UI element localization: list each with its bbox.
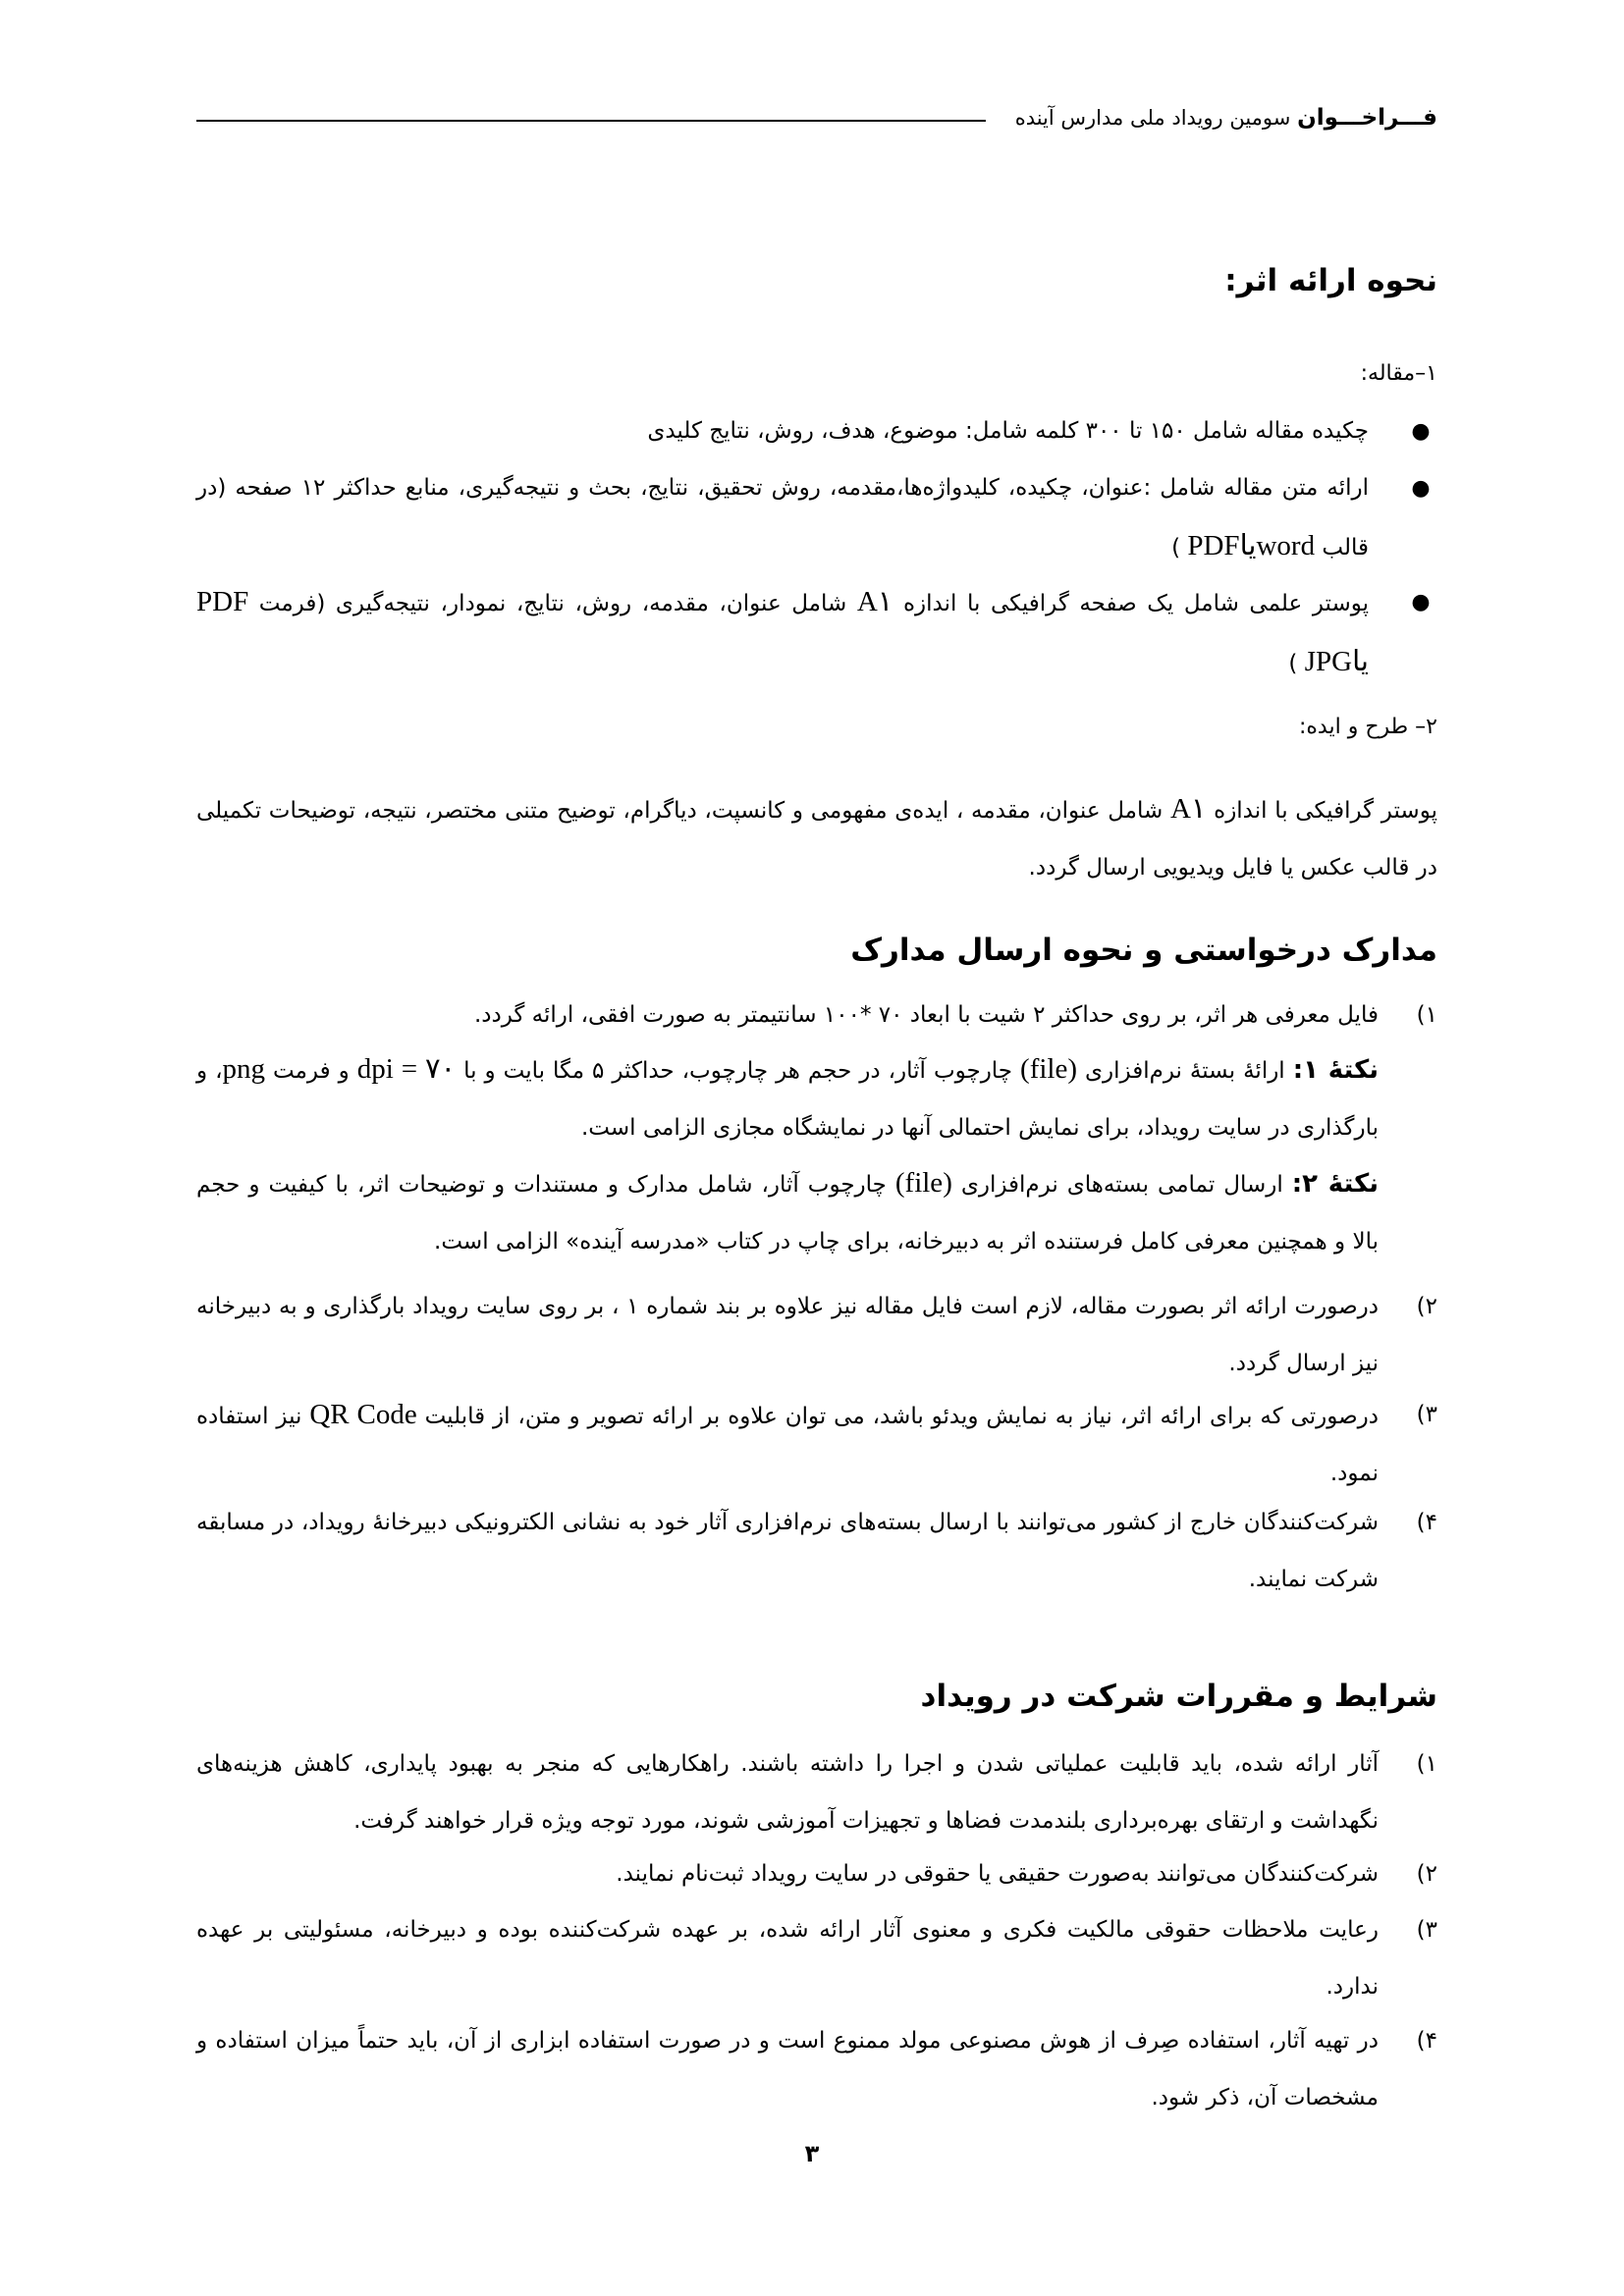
idea-paragraph bbox=[196, 780, 1437, 896]
item-text: رعایت ملاحظات حقوقی مالکیت فکری و معنوی آثار ارائه شده، بر عهده شرکت‌کننده بوده و دبیرخانه، مسئولیتی بر عهده ندارد. bbox=[196, 1917, 1379, 2000]
item-text: شرکت‌کنندگان می‌توانند به‌صورت حقیقی یا حقوقی در سایت رویداد ثبت‌نام نمایند. bbox=[616, 1861, 1379, 1887]
text-run: چارچوب آثار، در حجم هر چارچوب، حداکثر ۵ مگا بایت و با bbox=[456, 1058, 1021, 1084]
text-run: ، و بارگذاری در سایت رویداد، برای نمایش احتمالی آنها در نمایشگاه مجازی الزامی است. bbox=[196, 1058, 1379, 1141]
text-run: ارائه متن مقاله شامل :عنوان، چکیده، کلیدواژه‌ها،مقدمه، روش تحقیق، نتایج، بحث و نتیجه‌گیری، منابع حداکثر ۱۲ صفحه (در قالب bbox=[196, 475, 1369, 561]
numbered-item bbox=[196, 2012, 1437, 2126]
numbered-item bbox=[196, 1278, 1437, 1392]
item-number: ۱) bbox=[1416, 1751, 1437, 1777]
item-text: فایل معرفی هر اثر، بر روی حداکثر ۲ شیت با ابعاد ۷۰ *۱۰۰ سانتیمتر به صورت افقی، ارائه گردد. bbox=[473, 1002, 1379, 1028]
item-number: ۴) bbox=[1416, 1510, 1437, 1535]
latin-run: A۱ bbox=[856, 586, 893, 617]
section-heading-terms: شرایط و مقررات شرکت در رویداد bbox=[920, 1679, 1437, 1714]
bullet-icon: ● bbox=[1411, 476, 1431, 501]
text-run: پوستر گرافیکی با اندازه bbox=[1206, 798, 1437, 824]
numbered-item bbox=[196, 1735, 1437, 1849]
note-label: نکتۀ ۲: bbox=[1291, 1169, 1379, 1199]
item-text: درصورت ارائه اثر بصورت مقاله، لازم است فایل مقاله نیز علاوه بر بند شماره ۱ ، بر روی سایت رویداد بارگذاری و به دبیرخانه نیز ارسال گردد. bbox=[196, 1294, 1379, 1376]
note-2 bbox=[196, 1154, 1379, 1270]
header-strong: فـــراخـــوان bbox=[1297, 105, 1437, 131]
item-number: ۴) bbox=[1416, 2028, 1437, 2054]
latin-run: QR Code bbox=[309, 1399, 417, 1430]
bullet-item bbox=[196, 459, 1437, 577]
text-run: شامل عنوان، مقدمه ، ایده‌ی مفهومی و کانسپت، دیاگرام، توضیح متنی مختصر، نتیجه، توضیحات تکمیلی در قالب عکس یا فایل ویدیویی ارسال گردد. bbox=[196, 798, 1437, 881]
latin-run: A۱ bbox=[1169, 793, 1207, 825]
section-heading-submission: نحوه ارائه اثر: bbox=[1224, 263, 1437, 298]
latin-run: wordیاPDF bbox=[1187, 530, 1316, 561]
bullet-icon: ● bbox=[1411, 590, 1431, 614]
note-1 bbox=[196, 1041, 1379, 1156]
latin-run: PDF یاJPG bbox=[196, 586, 1369, 677]
item-text bbox=[196, 1386, 1379, 1502]
subheading-idea: ۲– طرح و ایده: bbox=[1298, 715, 1437, 739]
bullet-item bbox=[196, 573, 1437, 693]
bullet-text: چکیده مقاله شامل ۱۵۰ تا ۳۰۰ کلمه شامل: موضوع، هدف، روش، نتایج کلیدی bbox=[647, 418, 1369, 444]
latin-run: (file) bbox=[1020, 1053, 1078, 1085]
bullet-icon: ● bbox=[1411, 419, 1431, 444]
text-run: ارائۀ بستۀ نرم‌افزاری bbox=[1077, 1058, 1293, 1084]
item-text: در تهیه آثار، استفاده صِرف از هوش مصنوعی مولد ممنوع است و در صورت استفاده ابزاری از آن، باید حتماً میزان استفاده و مشخصات آن، ذکر شود. bbox=[196, 2028, 1379, 2110]
bullet-text bbox=[196, 459, 1369, 577]
subheading-article: ۱–مقاله: bbox=[1360, 361, 1437, 386]
header-rule bbox=[196, 120, 986, 122]
latin-run: dpi = ۷۰ bbox=[356, 1053, 457, 1085]
numbered-item bbox=[196, 1386, 1437, 1502]
numbered-item bbox=[196, 1845, 1437, 1902]
header-subtitle: سومین رویداد ملی مدارس آینده bbox=[1014, 106, 1291, 130]
item-number: ۲) bbox=[1416, 1861, 1437, 1887]
section-heading-documents: مدارک درخواستی و نحوه ارسال مدارک bbox=[850, 933, 1437, 968]
item-number: ۳) bbox=[1416, 1402, 1437, 1427]
note-label: نکتۀ ۱: bbox=[1292, 1055, 1379, 1085]
text-run: پوستر علمی شامل یک صفحه گرافیکی با اندازه bbox=[893, 591, 1369, 616]
numbered-item bbox=[196, 1494, 1437, 1608]
item-number: ۳) bbox=[1416, 1917, 1437, 1943]
text-run: ارسال تمامی بسته‌های نرم‌افزاری bbox=[951, 1172, 1292, 1198]
text-run: چارچوب آثار، شامل مدارک و مستندات و توضیحات اثر، با کیفیت و حجم بالا و همچنین معرفی کامل فرستنده اثر به دبیرخانه، برای چاپ در کتاب «مدرسه آینده» الزامی است. bbox=[196, 1172, 1379, 1255]
text-run: نیز استفاده نمود. bbox=[196, 1404, 1379, 1486]
text-run: ) bbox=[1171, 535, 1188, 561]
bullet-item bbox=[196, 402, 1437, 460]
header-title bbox=[1015, 105, 1437, 131]
text-run: درصورتی که برای ارائه اثر، نیاز به نمایش ویدئو باشد، می توان علاوه بر ارائه تصویر و متن، از قابلیت bbox=[416, 1404, 1380, 1429]
item-number: ۲) bbox=[1416, 1294, 1437, 1319]
latin-run: (file) bbox=[894, 1167, 952, 1199]
item-text: شرکت‌کنندگان خارج از کشور می‌توانند با ارسال بسته‌های نرم‌افزاری آثار خود به نشانی الکترونیکی دبیرخانۀ رویداد، در مسابقه شرکت نمایند. bbox=[196, 1510, 1379, 1592]
text-run: ) bbox=[1288, 651, 1305, 676]
item-number: ۱) bbox=[1416, 1002, 1437, 1028]
text-run: شامل عنوان، مقدمه، روش، نتایج، نمودار، نتیجه‌گیری (فرمت bbox=[248, 591, 857, 616]
item-text: آثار ارائه شده، باید قابلیت عملیاتی شدن و اجرا را داشته باشند. راهکارهایی که منجر به بهبود پایداری، کاهش هزینه‌های نگهداشت و ارتقای بهره‌برداری بلندمدت فضاها و تجهیزات آموزشی شوند، مورد توجه ویژه قرار خواهند گرفت. bbox=[196, 1751, 1379, 1834]
text-run: و فرمت bbox=[265, 1058, 357, 1084]
bullet-text bbox=[196, 573, 1369, 693]
numbered-item bbox=[196, 987, 1437, 1043]
running-header bbox=[196, 98, 1437, 137]
latin-run: png bbox=[222, 1053, 266, 1085]
numbered-item bbox=[196, 1901, 1437, 2015]
page-number: ۳ bbox=[804, 2140, 820, 2167]
